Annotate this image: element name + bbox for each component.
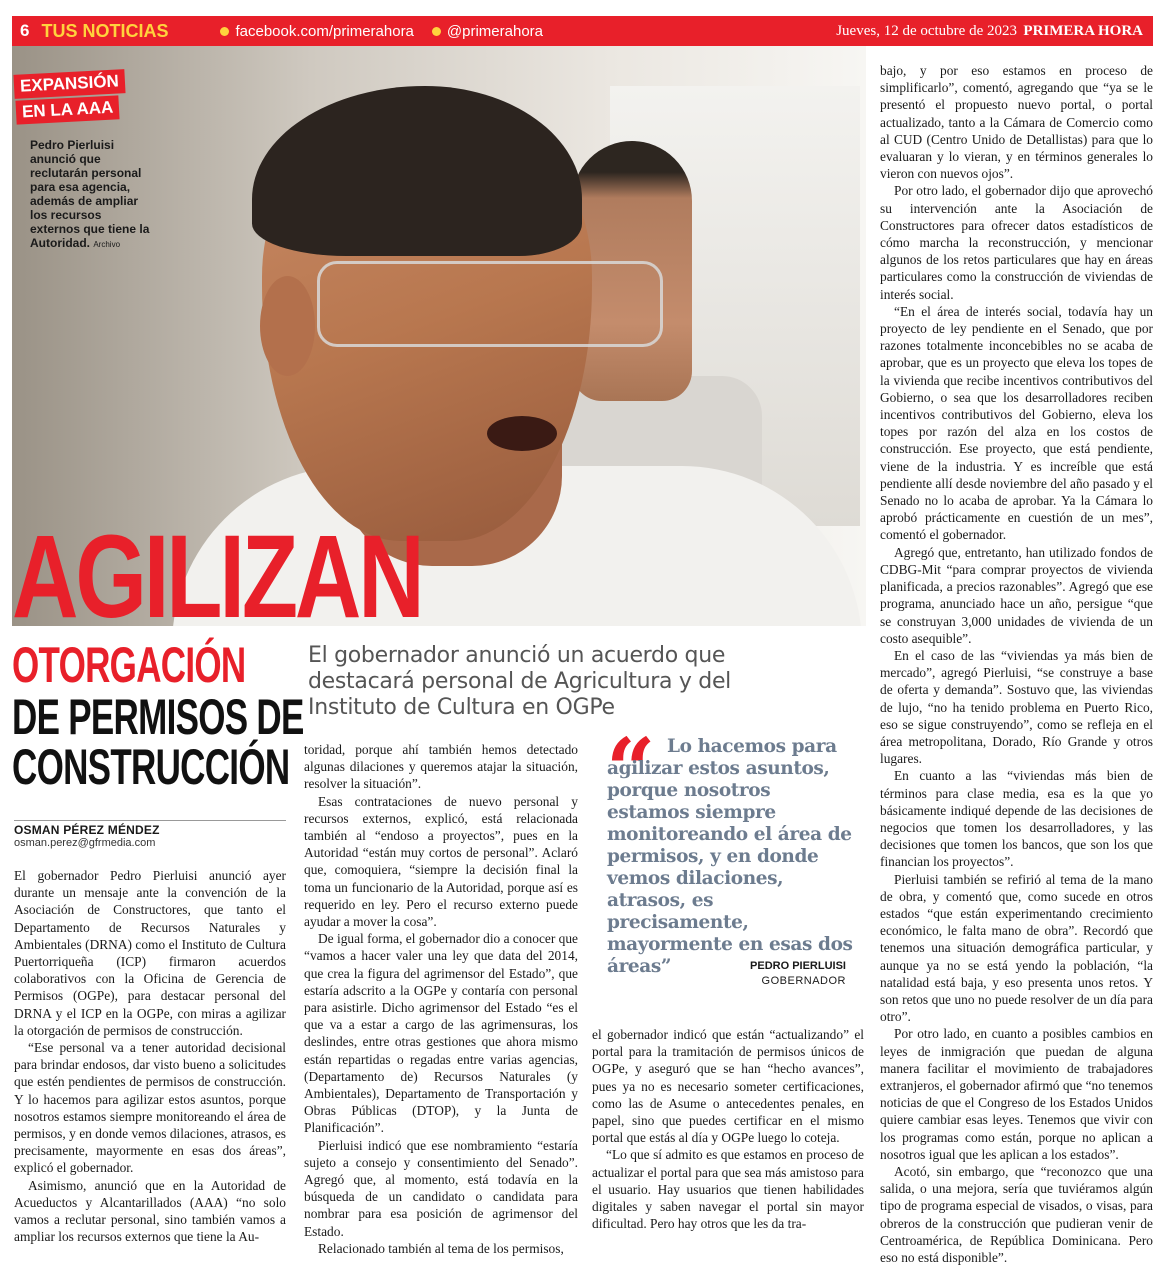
- quote-attribution-role: GOBERNADOR: [761, 975, 846, 987]
- paragraph: Agregó que, entretanto, han utilizado fondos de CDBG-Mit “para comprar proyectos de vivienda planificada, a precios razonables”. Agregó que ese programa, anunciado hace un año, persigue “que se construyan 3,000 unidades de vivienda de un costo asequible”.: [880, 544, 1153, 646]
- byline: [14, 820, 286, 849]
- paragraph: De igual forma, el gobernador dio a conocer que “vamos a hacer valer una ley que data del 2014, que crea la figura del agrimensor del Estado”, que estaría adscrito a la OGPe y contaría con personal para asistirle. Dicho agrimensor del Estado “es el que va a estar a cargo de las agrimensuras, los deslindes, entre otras gestiones que ahora mismo están repartidas o regadas entre varias agencias, (Departamento de) Recursos Naturales (y Ambientales), Departamento de Transportación y Obras Públicas (DTOP), y la Junta de Planificación”.: [304, 931, 578, 1136]
- facebook-link[interactable]: facebook.com/primerahora: [220, 23, 413, 40]
- photo-tag-line1: EXPANSIÓN: [13, 69, 125, 99]
- paragraph: el gobernador indicó que están “actualizando” el portal para la tramitación de permisos únicos de OGPe, y aseguró que se han “hecho avances”, pues ya no es necesario someter certificaciones, como las de Asume o antecedentes penales, en papel, sino que puedes certificar en el mismo portal que estás al día y OGPe luego lo coteja.: [592, 1027, 864, 1146]
- section-name: TUS NOTICIAS: [41, 20, 169, 41]
- photo-tag-line2: EN LA AAA: [15, 95, 119, 124]
- deck-subheadline: El gobernador anunció un acuerdo que destacará personal de Agricultura y del Instituto de Cultura en OGPe: [308, 643, 731, 720]
- author-name: OSMAN PÉREZ MÉNDEZ: [14, 823, 160, 837]
- page-number: 6: [20, 21, 30, 40]
- issue-date: Jueves, 12 de octubre de 2023: [836, 22, 1017, 39]
- facebook-bullet-icon: [220, 27, 229, 36]
- paragraph: Esas contrataciones de nuevo personal y recursos externos, explicó, está relacionada también al “endoso a proyectos”, pues en la Autoridad “están muy cortos de personal”. Aclaró que, comoquiera, “siempre la decisión final la toma un funcionario de la Autoridad, porque así es requerido en ley. Pero el recurso externo puede ayudar a mover la cosa”.: [304, 793, 578, 930]
- paragraph: Relacionado también al tema de los permisos,: [318, 1240, 564, 1256]
- quote-attribution-name: PEDRO PIERLUISI: [750, 960, 846, 972]
- paragraph: Acotó, sin embargo, que “reconozco que una salida, o una mejora, sería que tuviéramos algún tipo de programa especial de visados, o visas, para obreros de la construcción que pudieran venir de Centroamérica, de República Dominicana. Pero eso no está disponible”.: [880, 1164, 1153, 1266]
- paragraph: “Lo que sí admito es que estamos en proceso de actualizar el portal para que sea más amistoso para el usuario. Hay usuarios que tienen habilidades digitales y saben navegar el portal sin mayor dificultad. Pero hay otros que les da tra-: [592, 1147, 864, 1232]
- author-email[interactable]: osman.perez@gfrmedia.com: [14, 837, 156, 849]
- publication-name: PRIMERA HORA: [1023, 22, 1143, 39]
- paragraph: bajo, y por eso estamos en proceso de simplificarlo”, comentó, agregando que “ya se le presentó el propuesto nuevo portal, o portal actualizado, tanto a la Cámara de Comercio como al CUD (Centro Unido de Detallistas) para que lo evaluaran y lo vieran, y en términos generales lo vieron con nuevos ojos”.: [880, 63, 1153, 182]
- paragraph: Por otro lado, en cuanto a posibles cambios en leyes de inmigración que puedan de alguna manera facilitar el movimiento de trabajadores extranjeros, el gobernador afirmó que “no tenemos noticias de que el Congreso de los Estados Unidos quiere cambiar esas leyes. Tenemos que vivir con los programas como están, porque no aplican a nosotros igual que les aplican a los estados”.: [880, 1026, 1153, 1162]
- headline-line3: CONSTRUCCIÓN: [12, 739, 290, 795]
- paragraph: Pierluisi también se refirió al tema de la mano de obra, y comentó que, como sucede en otros estados “que están experimentando crecimiento económico, le falta mano de obra”. Recordó que tenemos una situación demográfica particular, y aunque ya no se está yendo la población, “la natalidad está baja, y eso presenta unos retos. Y son retos que uno no puede resolver de un día para otro”.: [880, 871, 1153, 1025]
- paragraph: Asimismo, anunció que en la Autoridad de Acueductos y Alcantarillados (AAA) “no solo vamos a reclutar personal, sino también vamos a ampliar los recursos externos que tiene la Au-: [14, 1177, 286, 1245]
- body-column-1: [14, 867, 286, 1245]
- handle-bullet-icon: [432, 27, 441, 36]
- headline-line1: OTORGACIÓN: [12, 637, 246, 693]
- body-column-2: [304, 741, 578, 1257]
- paragraph: toridad, porque ahí también hemos detectado algunas dilaciones y queremos atajar la situación, resolver la situación”.: [304, 742, 578, 792]
- paragraph: En cuanto a las “viviendas más bien de términos para clase media, esa es la que yo básicamente indiqué depende de las decisiones de negocios que tomen los desarrolladores, y las decisiones que tomen los bancos, que son los que financian los proyectos”.: [880, 768, 1153, 870]
- paragraph: “En el área de interés social, todavía hay un proyecto de ley pendiente en el Senado, que por razones totalmente inconcebibles no se acaba de aprobar, que es un proyecto que eleva los topes de la vivienda que recibe incentivos contributivos del Gobierno, o sea que los desarrolladores reciben incentivos contributivos del Gobierno, eleva los topes por razón del alza en los costos de construcción. Ese proyecto, que está pendiente, viene de la industria. Y es increíble que está pendiente allí desde noviembre del año pasado y el Senado no lo acaba de aprobar. Ya la Cámara lo aprobó prácticamente en cuestión de un mes”, comentó el gobernador.: [880, 303, 1153, 543]
- paragraph: Pierluisi indicó que ese nombramiento “estaría sujeto a consejo y consentimiento del Senado”. Agregó que, al momento, está todavía en la búsqueda de un candidato o candidata para nombrar para esa posición de agrimensor del Estado.: [304, 1137, 578, 1239]
- paragraph: “Ese personal va a tener autoridad decisional para brindar endosos, dar visto bueno a solicitudes que estén pendientes de permisos de construcción. Y lo hacemos para agilizar estos asuntos, porque nosotros estamos siempre monitoreando el área de permisos, y en donde vemos dilaciones, atrasos, es precisamente, mayormente en esas dos áreas”, explicó el gobernador.: [14, 1040, 286, 1176]
- body-column-3: [592, 1026, 864, 1232]
- photo-tag: [14, 72, 125, 124]
- pull-quote: Lo hacemos para agilizar estos asuntos, porque nosotros estamos siempre monitoreando el área de permisos, y en donde vemos dilaciones, atrasos, es precisamente, mayormente en esas dos áreas”: [607, 736, 853, 977]
- body-column-4: [880, 62, 1153, 1266]
- headline-main: AGILIZAN: [12, 511, 422, 643]
- social-handle[interactable]: @primerahora: [432, 23, 543, 40]
- photo-credit: Archivo: [93, 240, 121, 249]
- paragraph: Por otro lado, el gobernador dijo que aprovechó su intervención ante la Asociación de Constructores para ofrecer datos estadísticos de cómo marcha la reconstrucción, y mencionar algunos de los retos particulares que hay en áreas particulares como la construcción de viviendas de interés social.: [880, 183, 1153, 302]
- paragraph: En el caso de las “viviendas ya más bien de mercado”, agregó Pierluisi, “se construye a base de oferta y demanda”. Sostuvo que, las viviendas de lujo, “no ha tenido problema en Puerto Rico, eso se sigue construyendo”, como se refleja en el área metropolitana, Dorado, Río Grande y otros lugares.: [880, 647, 1153, 767]
- quote-mark-icon: “: [606, 720, 656, 821]
- header-bar: [12, 16, 1153, 46]
- headline-line2: DE PERMISOS DE: [12, 689, 304, 745]
- paragraph: El gobernador Pedro Pierluisi anunció ayer durante un mensaje ante la convención de la Asociación de Constructores, que tanto el Departamento de Recursos Naturales y Ambientales (DRNA) como el Instituto de Cultura Puertorriqueña (ICP) firmaron acuerdos colaborativos con la Oficina de Gerencia de Permisos (OGPe), para destacar personal del DRNA y el ICP en la OGPe, con miras a agilizar la otorgación de permisos de construcción.: [14, 868, 286, 1038]
- photo-caption: Pedro Pierluisi anunció que reclutarán personal para esa agencia, además de ampliar los recursos externos que tiene la Autoridad. Archivo: [30, 138, 150, 250]
